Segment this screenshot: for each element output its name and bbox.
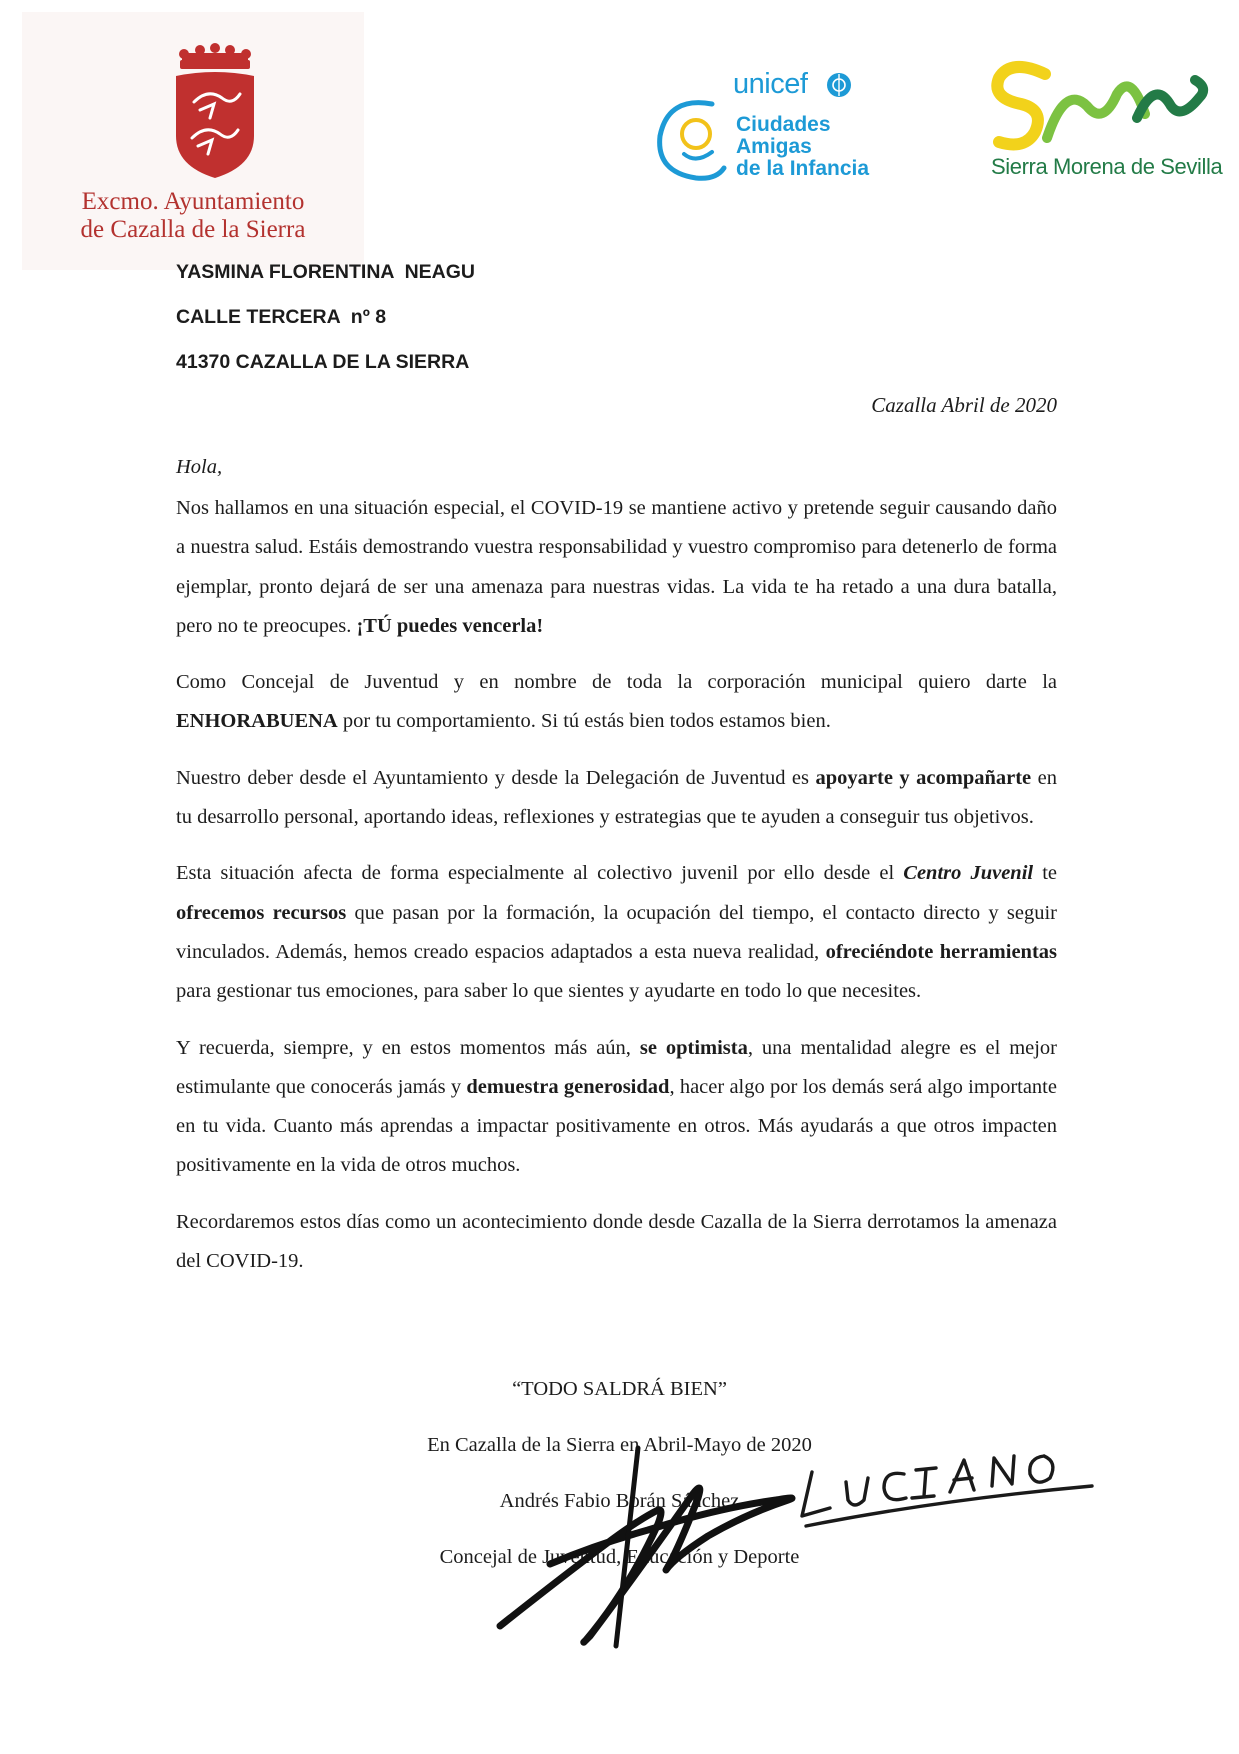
handwritten-name-luciano: [798, 1430, 1098, 1530]
paragraph-4: [176, 854, 1057, 1011]
p5-text-c: , una mentalidad alegre es el mejor estimulante que conocerás jamás y: [176, 1036, 1058, 1098]
unicef-wordmark: [733, 68, 807, 101]
p3-text-a: Nuestro deber desde el Ayuntamiento y desde la Delegación de Juventud es: [176, 766, 816, 789]
recipient-name: YASMINA FLORENTINA NEAGU: [176, 261, 476, 283]
unicef-brand: unicef: [733, 68, 808, 100]
p4-bold-italic: Centro Juvenil: [903, 862, 1034, 885]
letter-body: [176, 448, 1057, 1298]
signer-position: Concejal de Juventud, Educación y Deporte: [439, 1546, 800, 1568]
recipient-address: [176, 260, 475, 395]
handwritten-signature: [488, 1440, 808, 1650]
greeting: Hola,: [176, 456, 223, 478]
coat-of-arms-icon: [170, 40, 260, 180]
paragraph-5: [176, 1029, 1057, 1186]
unicef-line3: de la Infancia: [736, 157, 870, 180]
p3-text-c: en tu desarrollo personal, aportando ideas, reflexiones y estrategias que te ayuden a conseguir tus objetivos.: [176, 766, 1057, 829]
slogan: “TODO SALDRÁ BIEN”: [512, 1378, 727, 1400]
p4-text-a: Esta situación afecta de forma especialmente al colectivo juvenil por ello desde el: [176, 862, 904, 885]
ayuntamiento-line2: de Cazalla de la Sierra: [80, 216, 306, 243]
p2-bold: ENHORABUENA: [176, 710, 338, 733]
signer-name: Andrés Fabio Borán Sánchez: [499, 1490, 740, 1512]
unicef-tagline: [736, 114, 869, 180]
ayuntamiento-line1: Excmo. Ayuntamiento: [81, 188, 305, 215]
p4-bold-d: ofrecemos recursos: [176, 901, 347, 924]
place-and-date: En Cazalla de la Sierra en Abril-Mayo de 2020: [427, 1434, 812, 1456]
p2-text-c: por tu comportamiento. Si tú estás bien todos estamos bien.: [337, 710, 831, 733]
paragraph-2: [176, 663, 1057, 742]
sierra-morena-text: Sierra Morena de Sevilla: [991, 154, 1223, 179]
recipient-street: CALLE TERCERA nº 8: [176, 306, 387, 328]
paragraph-3: [176, 759, 1057, 838]
p4-text-c: te: [1033, 862, 1057, 885]
p2-text-a: Como Concejal de Juventud y en nombre de toda la corporación municipal quiero darte la: [176, 671, 1057, 694]
unicef-ciudades-logo: [650, 66, 870, 186]
unicef-line2: Amigas: [736, 135, 812, 158]
paragraph-1: [176, 489, 1057, 646]
recipient-city: 41370 CAZALLA DE LA SIERRA: [176, 351, 470, 373]
p4-text-g: para gestionar tus emociones, para saber lo que sientes y ayudarte en todo lo que necesites.: [176, 980, 922, 1003]
unicef-globe-icon: [824, 70, 854, 100]
p1-bold: ¡TÚ puedes vencerla!: [356, 614, 544, 637]
unicef-line1: Ciudades: [736, 113, 831, 136]
p1-text: Nos hallamos en una situación especial, el COVID-19 se mantiene activo y pretende seguir causando daño a nuestra salud. Estáis demostrando vuestra responsabilidad y vuestro compromiso para detenerlo de forma ejemplar, pronto dejará de ser una amenaza para nuestras vidas. La vida te ha retado a una dura batalla, pero no te preocupes.: [176, 497, 1057, 637]
p5-text-e: , hacer algo por los demás será algo importante en tu vida. Cuanto más aprendas a impactar positivamente en otros. Más ayudarás a que otros impacten positivamente en la vida de otros muchos.: [176, 1075, 1057, 1177]
p4-bold-f: ofreciéndote herramientas: [825, 940, 1057, 963]
sierra-morena-logo: [985, 58, 1223, 186]
sierra-morena-sms-icon: [985, 58, 1215, 154]
p5-text-a: Y recuerda, siempre, y en estos momentos más aún,: [176, 1036, 640, 1059]
p4-text-e: que pasan por la formación, la ocupación del tiempo, el contacto directo y seguir vinculados. Además, hemos creado espacios adaptados a esta nueva realidad,: [176, 901, 1057, 963]
unicef-child-icon: [650, 90, 730, 186]
p5-bold-b: se optimista: [639, 1036, 748, 1059]
p5-bold-d: demuestra generosidad: [466, 1075, 670, 1098]
paragraph-6: Recordaremos estos días como un acontecimiento donde desde Cazalla de la Sierra derrotamos la amenaza del COVID-19.: [176, 1210, 1057, 1273]
ayuntamiento-logo: [22, 12, 364, 270]
letter-date: Cazalla Abril de 2020: [871, 393, 1057, 417]
p3-bold: apoyarte y acompañarte: [815, 766, 1032, 789]
ayuntamiento-name: [22, 188, 364, 244]
